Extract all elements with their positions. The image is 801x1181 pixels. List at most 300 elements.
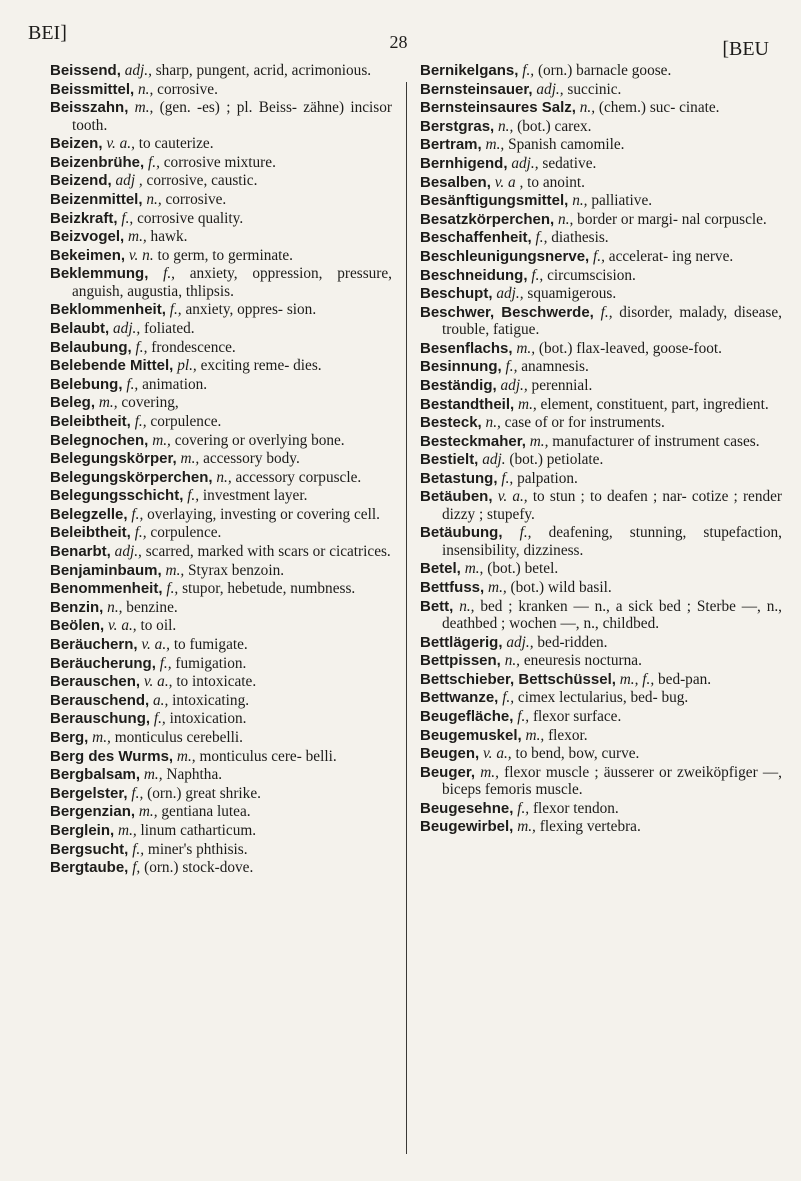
definition: corpulence. — [150, 524, 222, 542]
definition: (orn.) stock-dove. — [144, 859, 254, 877]
grammar-label: f., — [522, 62, 535, 79]
grammar-label: f., — [517, 708, 530, 726]
definition: circumscision. — [547, 266, 636, 284]
headword: Bergtaube, — [50, 859, 129, 877]
grammar-label: n., — [558, 210, 574, 228]
dictionary-entry — [50, 729, 392, 746]
dictionary-entry — [50, 673, 392, 690]
dictionary-entry — [420, 689, 782, 706]
dictionary-entry — [420, 192, 782, 209]
dictionary-entry — [50, 81, 392, 98]
definition: flexor tendon. — [532, 799, 619, 817]
dictionary-entry — [50, 766, 392, 783]
definition: bed-pan. — [658, 670, 712, 688]
right-column — [420, 62, 782, 837]
dictionary-entry — [50, 822, 392, 839]
dictionary-entry — [50, 506, 392, 523]
grammar-label: f., — [535, 229, 548, 247]
dictionary-entry — [420, 451, 782, 468]
definition: (bot.) carex. — [517, 117, 592, 135]
dictionary-entry — [50, 135, 392, 152]
headword: Bernikelgans, — [420, 62, 519, 79]
definition: bed ; kranken — n., a sick bed ; Sterbe —, n., deathbed ; wochen —, n., childbed. — [442, 597, 783, 633]
grammar-label: m., — [143, 766, 163, 784]
headword: Besatzkörperchen, — [420, 210, 555, 228]
dictionary-entry — [420, 211, 782, 228]
dictionary-entry — [50, 247, 392, 264]
dictionary-entry — [50, 524, 392, 541]
definition: bed-ridden. — [537, 633, 608, 651]
dictionary-entry — [420, 818, 782, 835]
grammar-label: n., — [216, 468, 232, 486]
dictionary-entry — [50, 172, 392, 189]
page-header — [28, 18, 769, 60]
grammar-label: adj., — [114, 543, 142, 561]
definition: disorder, malady, disease, trouble, fatigue. — [442, 303, 783, 339]
dictionary-entry — [420, 99, 782, 116]
headword: Bergelster, — [50, 784, 128, 802]
grammar-label: f., — [501, 469, 514, 487]
definition: corrosive, caustic. — [146, 172, 258, 190]
headword: Beleg, — [50, 394, 96, 412]
headword: Betäuben, — [420, 488, 493, 506]
grammar-label: pl., — [177, 357, 197, 375]
grammar-label: f., — [187, 487, 200, 505]
definition: covering, — [121, 394, 179, 412]
grammar-label: adj , — [115, 172, 143, 190]
definition: stupor, hebetude, numbness. — [182, 580, 356, 598]
grammar-label: f., — [593, 247, 605, 265]
definition: (gen. -es) ; pl. Beiss- zähne) incisor tooth. — [72, 99, 392, 134]
headword: Belegungskörperchen, — [50, 468, 213, 486]
grammar-label: m., — [516, 339, 536, 357]
definition: squamigerous. — [527, 285, 617, 303]
definition: (bot.) betel. — [487, 560, 559, 578]
definition: fumigation. — [175, 654, 247, 672]
definition: (bot.) petiolate. — [509, 451, 604, 469]
headword: Beugewirbel, — [420, 818, 514, 836]
headword: Besalben, — [420, 173, 491, 191]
grammar-label: m., — [176, 747, 196, 765]
dictionary-entry — [420, 62, 782, 79]
definition: investment layer. — [202, 487, 308, 505]
headword: Bestandtheil, — [420, 395, 515, 413]
definition: corrosive. — [165, 190, 227, 208]
dictionary-entry — [420, 727, 782, 744]
grammar-label: f., — [131, 784, 144, 802]
dictionary-entry — [420, 340, 782, 357]
headword: Beleibtheit, — [50, 412, 131, 430]
headword: Berg des Wurms, — [50, 747, 174, 765]
dictionary-entry — [420, 414, 782, 431]
headword: Beleibtheit, — [50, 524, 131, 542]
headword: Betel, — [420, 560, 461, 578]
definition: animation. — [142, 375, 208, 393]
definition: to stun ; to deafen ; nar- cotize ; render dizzy ; stupefy. — [442, 488, 783, 523]
grammar-label: n., — [485, 414, 501, 432]
headword: Berauschend, — [50, 691, 150, 709]
dictionary-entry — [420, 764, 782, 799]
headword: Beschaffenheit, — [420, 229, 532, 247]
grammar-label: m., — [152, 431, 171, 449]
headword: Beizend, — [50, 172, 112, 190]
definition: to bend, bow, curve. — [515, 745, 640, 763]
grammar-label: f., — [169, 301, 182, 319]
definition: to oil. — [140, 617, 177, 635]
grammar-label: adj., — [500, 376, 528, 394]
headword: Beizenmittel, — [50, 190, 143, 208]
dictionary-entry — [50, 710, 392, 727]
definition: flexor. — [548, 726, 588, 744]
headword: Beizen, — [50, 135, 103, 153]
grammar-label: f., — [531, 266, 544, 284]
grammar-label: f., — [135, 338, 148, 356]
grammar-label: m., — [518, 395, 537, 413]
grammar-label: f., — [131, 505, 144, 523]
headword: Benjaminbaum, — [50, 561, 162, 579]
dictionary-entry — [420, 800, 782, 817]
dictionary-entry — [50, 191, 392, 208]
dictionary-entry — [420, 377, 782, 394]
definition: gentiana lutea. — [161, 803, 251, 821]
dictionary-entry — [50, 413, 392, 430]
grammar-label: m., — [134, 99, 154, 117]
headword: Belegnochen, — [50, 431, 149, 449]
grammar-label: n., — [459, 597, 475, 615]
headword: Bekeimen, — [50, 246, 126, 264]
definition: miner's phthisis. — [147, 840, 248, 858]
grammar-label: n., — [504, 652, 520, 670]
definition: sedative. — [542, 154, 597, 172]
definition: to germ, to germinate. — [157, 246, 293, 264]
grammar-label: n., — [107, 598, 123, 616]
grammar-label: f., — [517, 799, 530, 817]
headword: Beschwer, Beschwerde, — [420, 303, 594, 321]
definition: palliative. — [591, 192, 653, 210]
dictionary-entry — [50, 562, 392, 579]
headword: Besinnung, — [420, 358, 502, 376]
grammar-label: f., — [126, 375, 139, 393]
grammar-label: m., — [92, 729, 111, 746]
headword: Benzin, — [50, 598, 104, 616]
headword: Besenflachs, — [420, 339, 513, 357]
headword: Berstgras, — [420, 117, 495, 135]
definition: border or margi- nal corpuscle. — [577, 210, 767, 228]
dictionary-entry — [50, 859, 392, 876]
definition: anxiety, oppres- sion. — [185, 301, 317, 319]
definition: corrosive quality. — [137, 209, 244, 227]
grammar-label: adj., — [536, 80, 564, 98]
grammar-label: v. a., — [497, 488, 528, 506]
dictionary-entry — [420, 598, 782, 633]
definition: intoxication. — [169, 710, 247, 728]
headword: Bernsteinsaures Salz, — [420, 99, 576, 117]
definition: deafening, stunning, stupefaction, insensibility, dizziness. — [442, 524, 782, 559]
dictionary-entry — [50, 301, 392, 318]
headword: Beizkraft, — [50, 209, 118, 227]
headword: Belebung, — [50, 375, 123, 393]
dictionary-entry — [420, 524, 782, 559]
definition: corpulence. — [150, 412, 222, 430]
grammar-label: f., — [163, 265, 176, 283]
headword: Bettfuss, — [420, 579, 485, 597]
headword: Beugemuskel, — [420, 726, 522, 744]
grammar-label: m., — [529, 432, 549, 450]
headword: Belaubung, — [50, 338, 132, 356]
headword: Beizenbrühe, — [50, 153, 145, 171]
grammar-label: v. a , — [494, 173, 524, 191]
dictionary-entry — [50, 841, 392, 858]
header-left-guideword: BEI] — [28, 22, 67, 44]
headword: Beissmittel, — [50, 80, 135, 98]
headword: Bestielt, — [420, 451, 479, 469]
grammar-label: m., f., — [619, 670, 655, 688]
headword: Beschneidung, — [420, 266, 528, 284]
headword: Besteck, — [420, 414, 482, 432]
dictionary-entry — [50, 99, 392, 134]
grammar-label: adj., — [506, 633, 534, 651]
dictionary-entry — [420, 671, 782, 688]
grammar-label: f., — [502, 689, 515, 707]
definition: to intoxicate. — [176, 673, 257, 691]
grammar-label: v. a., — [106, 135, 135, 153]
definition: eneuresis nocturna. — [523, 652, 642, 670]
grammar-label: v. n. — [128, 246, 154, 264]
headword: Beölen, — [50, 617, 105, 635]
dictionary-entry — [50, 357, 392, 374]
headword: Beständig, — [420, 376, 497, 394]
grammar-label: v. a., — [483, 745, 512, 763]
grammar-label: m., — [118, 821, 137, 839]
headword: Benommenheit, — [50, 580, 163, 598]
headword: Berg, — [50, 729, 89, 746]
definition: benzine. — [126, 598, 178, 616]
dictionary-entry — [420, 267, 782, 284]
headword: Bergsucht, — [50, 840, 129, 858]
definition: exciting reme- dies. — [200, 357, 322, 375]
headword: Bergenzian, — [50, 803, 136, 821]
grammar-label: adj., — [113, 319, 141, 337]
left-column — [50, 62, 392, 878]
definition: to fumigate. — [173, 636, 248, 654]
headword: Beugefläche, — [420, 708, 514, 726]
grammar-label: adj., — [496, 285, 524, 303]
headword: Betäubung, — [420, 524, 503, 542]
dictionary-entry — [420, 488, 782, 523]
definition: scarred, marked with scars or cicatrices. — [145, 543, 391, 561]
definition: accessory body. — [203, 450, 300, 468]
grammar-label: f., — [132, 840, 145, 858]
definition: element, constituent, part, ingredient. — [540, 395, 769, 413]
dictionary-entry — [50, 450, 392, 467]
definition: palpation. — [517, 469, 578, 487]
dictionary-entry — [50, 580, 392, 597]
dictionary-entry — [50, 599, 392, 616]
headword: Beugen, — [420, 745, 480, 763]
headword: Bettlägerig, — [420, 633, 503, 651]
dictionary-entry — [420, 174, 782, 191]
headword: Beschupt, — [420, 285, 493, 303]
definition: succinic. — [567, 80, 622, 98]
grammar-label: n., — [138, 80, 154, 98]
grammar-label: v. a., — [143, 673, 173, 691]
headword: Beuger, — [420, 763, 476, 781]
definition: Spanish camomile. — [508, 136, 625, 154]
grammar-label: m., — [480, 763, 499, 781]
dictionary-entry — [50, 655, 392, 672]
headword: Bettschieber, Bettschüssel, — [420, 670, 616, 688]
grammar-label: f., — [148, 153, 160, 171]
dictionary-entry — [50, 785, 392, 802]
grammar-label: f., — [600, 303, 613, 321]
headword: Belaubt, — [50, 319, 110, 337]
dictionary-entry — [420, 248, 782, 265]
headword: Beklommenheit, — [50, 301, 166, 319]
headword: Beissend, — [50, 62, 121, 79]
dictionary-entry — [50, 543, 392, 560]
headword: Betastung, — [420, 469, 498, 487]
grammar-label: m., — [98, 394, 118, 412]
headword: Beschleunigungsnerve, — [420, 247, 590, 265]
header-right-guideword: [BEU — [722, 38, 769, 60]
definition: Styrax benzoin. — [188, 561, 285, 579]
grammar-label: f., — [134, 524, 147, 542]
dictionary-entry — [420, 118, 782, 135]
grammar-label: f., — [159, 654, 172, 672]
dictionary-entry — [420, 560, 782, 577]
dictionary-entry — [50, 617, 392, 634]
grammar-label: v. a., — [141, 636, 170, 654]
definition: (orn.) barnacle goose. — [537, 62, 672, 79]
dictionary-entry — [420, 634, 782, 651]
grammar-label: f, — [132, 859, 141, 877]
headword: Bett, — [420, 597, 454, 615]
grammar-label: f., — [121, 209, 134, 227]
headword: Bettwanze, — [420, 689, 499, 707]
dictionary-entry — [420, 470, 782, 487]
dictionary-entry — [420, 708, 782, 725]
grammar-label: n., — [572, 192, 588, 210]
grammar-label: adj. — [482, 451, 506, 469]
definition: flexor muscle ; äusserer or zweiköpfiger —, biceps femoris muscle. — [442, 763, 782, 799]
grammar-label: m., — [485, 136, 505, 154]
definition: (orn.) great shrike. — [147, 784, 261, 802]
headword: Bernsteinsauer, — [420, 80, 533, 98]
dictionary-entry — [50, 228, 392, 245]
dictionary-entry — [420, 81, 782, 98]
dictionary-entry — [50, 487, 392, 504]
definition: sharp, pungent, acrid, acrimonious. — [155, 62, 372, 79]
headword: Beisszahn, — [50, 99, 129, 117]
definition: accelerat- ing nerve. — [608, 247, 734, 265]
grammar-label: f., — [134, 412, 147, 430]
dictionary-entry — [50, 636, 392, 653]
dictionary-entry — [50, 320, 392, 337]
dictionary-entry — [420, 433, 782, 450]
dictionary-entry — [50, 339, 392, 356]
dictionary-entry — [50, 692, 392, 709]
definition: perennial. — [531, 376, 593, 394]
headword: Bergbalsam, — [50, 766, 141, 784]
headword: Bettpissen, — [420, 652, 501, 670]
definition: Naphtha. — [166, 766, 223, 784]
headword: Berauschen, — [50, 673, 141, 691]
dictionary-entry — [50, 376, 392, 393]
definition: manufacturer of instrument cases. — [552, 432, 760, 450]
definition: monticulus cere- belli. — [199, 747, 337, 765]
dictionary-entry — [50, 469, 392, 486]
definition: overlaying, investing or covering cell. — [147, 505, 380, 523]
headword: Beklemmung, — [50, 265, 149, 283]
dictionary-entry — [50, 265, 392, 300]
grammar-label: m., — [525, 726, 545, 744]
dictionary-entry — [420, 136, 782, 153]
grammar-label: f., — [153, 710, 166, 728]
grammar-label: m., — [165, 561, 185, 579]
dictionary-entry — [420, 358, 782, 375]
headword: Belegungskörper, — [50, 450, 177, 468]
definition: corrosive mixture. — [163, 153, 276, 171]
page-number: 28 — [389, 32, 408, 52]
headword: Besteckmaher, — [420, 432, 526, 450]
definition: flexing vertebra. — [539, 818, 641, 836]
dictionary-entry — [50, 432, 392, 449]
definition: covering or overlying bone. — [174, 431, 345, 449]
dictionary-entry — [50, 210, 392, 227]
dictionary-entry — [420, 745, 782, 762]
headword: Bertram, — [420, 136, 482, 154]
definition: to anoint. — [527, 173, 585, 191]
definition: flexor surface. — [532, 708, 622, 726]
dictionary-entry — [420, 396, 782, 413]
definition: case of or for instruments. — [504, 414, 665, 432]
definition: cimex lectularius, bed- bug. — [517, 689, 689, 707]
headword: Bernhigend, — [420, 154, 508, 172]
headword: Beräuchern, — [50, 636, 138, 654]
grammar-label: m., — [464, 560, 484, 578]
grammar-label: f., — [166, 580, 179, 598]
grammar-label: m., — [128, 228, 147, 246]
grammar-label: f., — [519, 524, 532, 542]
grammar-label: a., — [153, 691, 169, 709]
headword: Berglein, — [50, 821, 115, 839]
headword: Benarbt, — [50, 543, 111, 561]
definition: intoxicating. — [172, 691, 250, 709]
headword: Beizvogel, — [50, 228, 125, 246]
definition: linum catharticum. — [140, 821, 257, 839]
grammar-label: m., — [517, 818, 536, 836]
grammar-label: m., — [138, 803, 158, 821]
headword: Berauschung, — [50, 710, 151, 728]
dictionary-entry — [50, 154, 392, 171]
definition: monticulus cerebelli. — [114, 729, 243, 746]
definition: anxiety, oppression, pressure, anguish, augustia, thlipsis. — [72, 265, 393, 300]
dictionary-entry — [50, 394, 392, 411]
definition: (bot.) flax-leaved, goose-foot. — [538, 339, 722, 357]
grammar-label: n., — [579, 99, 596, 117]
dictionary-entry — [420, 285, 782, 302]
definition: hawk. — [150, 228, 188, 246]
grammar-label: adj., — [124, 62, 152, 79]
grammar-label: v. a., — [108, 617, 137, 635]
dictionary-entry — [420, 579, 782, 596]
headword: Belebende Mittel, — [50, 357, 174, 375]
grammar-label: n., — [146, 190, 162, 208]
headword: Beräucherung, — [50, 654, 156, 672]
dictionary-entry — [50, 62, 392, 79]
dictionary-entry — [420, 155, 782, 172]
definition: to cauterize. — [138, 135, 214, 153]
